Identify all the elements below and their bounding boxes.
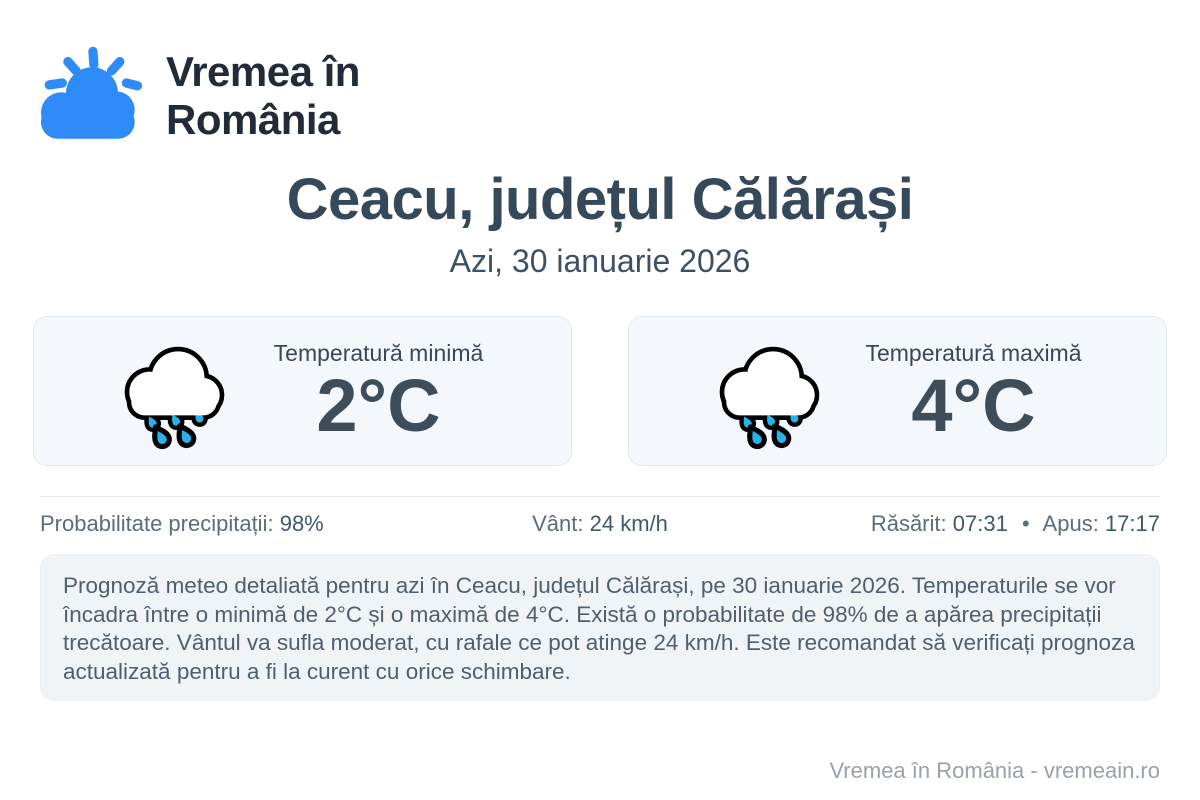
logo-line2: România	[166, 96, 340, 143]
sunset-label: Apus:	[1042, 511, 1099, 536]
sun-times-stat	[871, 511, 1160, 537]
forecast-box	[40, 554, 1160, 701]
forecast-text: Prognoză meteo detaliată pentru azi în Ceacu, județul Călărași, pe 30 ianuarie 2026. Temperaturile se vor încadra între o minimă de 2°C și o maximă de 4°C. Există o probabilitate de 98% de a apărea precipitații trecătoare. Vântul va sufla moderat, cu rafale ce pot atinge 24 km/h. Este recomandat să verificați prognoza actualizată pentru a fi la curent cu orice schimbare.	[63, 573, 1135, 684]
stats-row	[40, 511, 1160, 537]
page-title: Ceacu, județul Călărași	[286, 167, 914, 232]
page-subtitle: Azi, 30 ianuarie 2026	[449, 243, 751, 279]
sunrise-value: 07:31	[952, 511, 1008, 536]
logo-line1: Vremea în	[166, 48, 360, 96]
sunrise-label: Răsărit:	[870, 511, 947, 536]
rain-cloud-icon	[112, 331, 236, 453]
wind-value: 24 km/h	[589, 511, 668, 536]
min-temperature-block	[264, 339, 494, 447]
logo-text	[166, 48, 360, 144]
max-temperature-label: Temperatură maximă	[865, 339, 1082, 366]
divider	[40, 496, 1160, 497]
temperature-cards	[33, 316, 1167, 466]
bullet-separator: •	[1021, 511, 1030, 536]
wind-stat	[532, 511, 668, 537]
precipitation-label: Probabilitate precipitații:	[40, 511, 274, 536]
max-temperature-card	[628, 316, 1167, 466]
min-temperature-label: Temperatură minimă	[273, 339, 484, 366]
min-temperature-card	[33, 316, 572, 466]
max-temperature-value: 4°C	[911, 363, 1036, 447]
sunset-value: 17:17	[1104, 511, 1160, 536]
precipitation-stat	[40, 511, 324, 537]
rain-cloud-icon	[707, 331, 831, 453]
sun-cloud-logo-icon	[40, 42, 144, 150]
footer-site-link[interactable]: Vremea în România - vremeain.ro	[829, 758, 1160, 783]
precipitation-value: 98%	[279, 511, 324, 536]
logo	[0, 0, 1200, 150]
wind-label: Vânt:	[532, 511, 584, 536]
max-temperature-block	[859, 339, 1089, 447]
min-temperature-value: 2°C	[316, 363, 441, 447]
